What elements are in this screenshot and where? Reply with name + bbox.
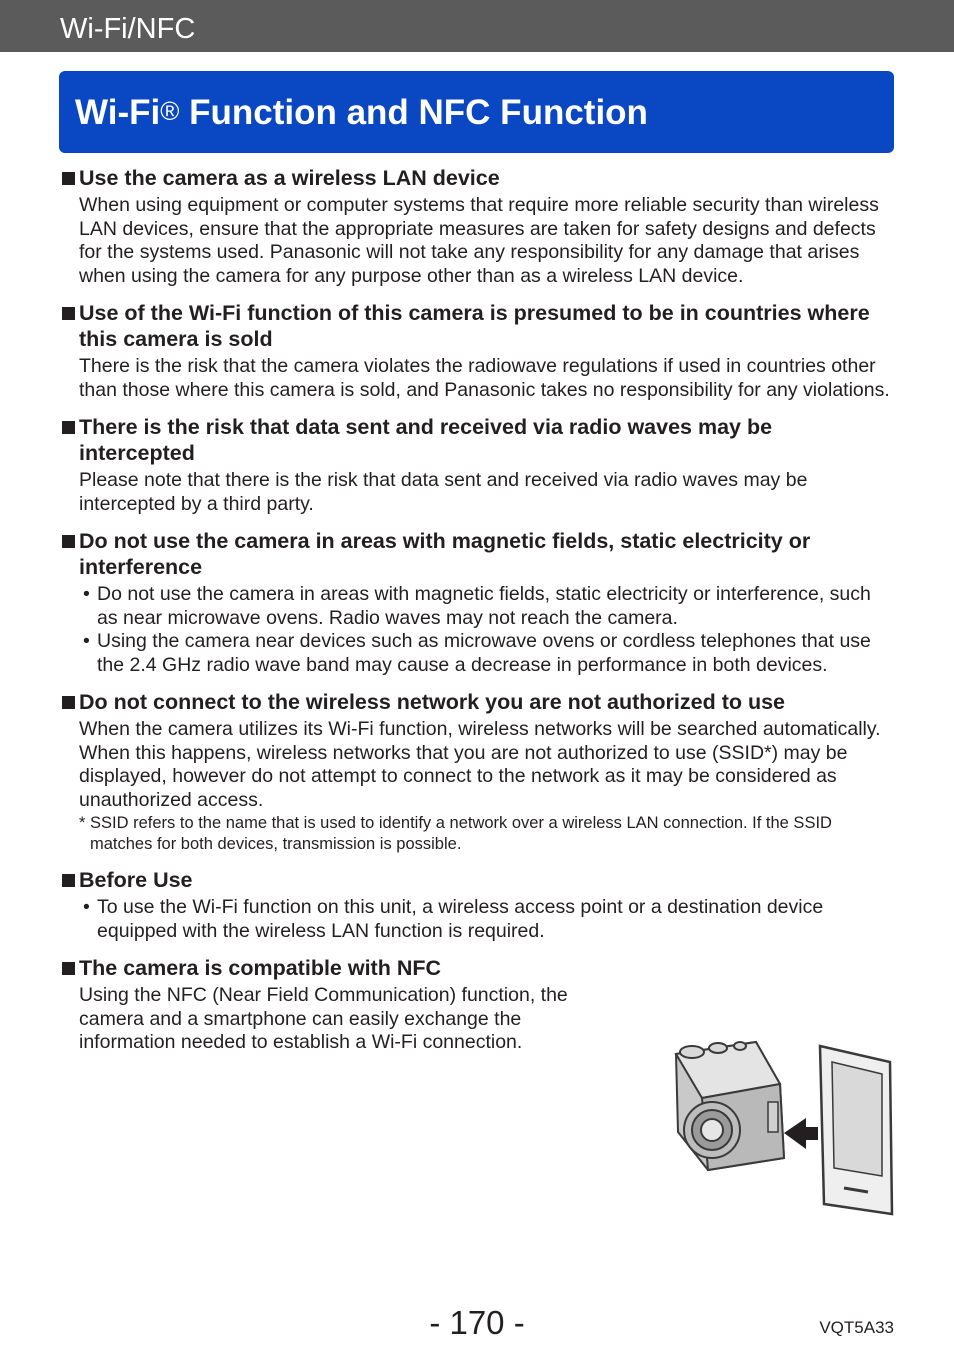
section-unauthorized-network bbox=[62, 689, 892, 855]
section-heading: The camera is compatible with NFC bbox=[62, 955, 892, 981]
square-bullet-icon bbox=[62, 172, 75, 185]
section-heading: Use of the Wi-Fi function of this camera is presumed to be in countries where this camera is sold bbox=[62, 300, 892, 352]
bullet-dot: • bbox=[83, 896, 90, 918]
bullet-dot: • bbox=[83, 583, 90, 605]
section-before-use bbox=[62, 867, 892, 943]
section-heading: Use the camera as a wireless LAN device bbox=[62, 165, 892, 191]
page-title-bar bbox=[59, 71, 894, 153]
list-item: • Do not use the camera in areas with magnetic fields, static electricity or interference, such as near microwave ovens. Radio waves may not reach the camera. bbox=[83, 583, 871, 629]
square-bullet-icon bbox=[62, 696, 75, 709]
asterisk-mark: * bbox=[79, 814, 86, 832]
square-bullet-icon bbox=[62, 535, 75, 548]
list-item: • Using the camera near devices such as microwave ovens or cordless telephones that use the 2.4 GHz radio wave band may cause a decrease in performance in both devices. bbox=[83, 630, 871, 676]
section-body: When using equipment or computer systems that require more reliable security than wireless LAN devices, ensure that the appropriate measures are taken for safety designs and defects for the systems used. Panasonic will not take any responsibility for any damage that arises when using the camera for any purpose other than as a wireless LAN device. bbox=[79, 194, 879, 287]
page-number: - 170 - bbox=[429, 1304, 525, 1341]
square-bullet-icon bbox=[62, 962, 75, 975]
registered-mark: ® bbox=[160, 96, 180, 126]
section-heading: Do not use the camera in areas with magnetic fields, static electricity or interference bbox=[62, 528, 892, 580]
section-body: Please note that there is the risk that data sent and received via radio waves may be intercepted by a third party. bbox=[79, 469, 808, 515]
square-bullet-icon bbox=[62, 874, 75, 887]
bullet-list bbox=[62, 583, 892, 677]
section-label: Wi-Fi/NFC bbox=[60, 13, 196, 45]
title-main: Wi-Fi bbox=[75, 93, 161, 132]
document-code: VQT5A33 bbox=[819, 1318, 894, 1337]
list-item: • To use the Wi-Fi function on this unit, a wireless access point or a destination device equipped with the wireless LAN function is required. bbox=[83, 896, 824, 942]
smartphone-icon bbox=[820, 1046, 892, 1214]
section-wireless-lan-device bbox=[62, 165, 892, 288]
square-bullet-icon bbox=[62, 307, 75, 320]
main-content bbox=[62, 165, 892, 1067]
section-heading: There is the risk that data sent and received via radio waves may be intercepted bbox=[62, 414, 892, 466]
section-body: There is the risk that the camera violates the radiowave regulations if used in countries other than those where this camera is sold, and Panasonic takes no responsibility for any violations. bbox=[79, 355, 890, 401]
bullet-list bbox=[62, 896, 892, 943]
section-body: When the camera utilizes its Wi-Fi function, wireless networks will be searched automatically. When this happens, wireless networks that you are not authorized to use (SSID*) may be displayed, however do not attempt to connect to the network as it may be considered as unauthorized access. bbox=[79, 718, 881, 811]
square-bullet-icon bbox=[62, 421, 75, 434]
section-body: Using the NFC (Near Field Communication) function, the camera and a smartphone can easily exchange the information needed to establish a Wi-Fi connection. bbox=[79, 984, 568, 1053]
arrow-left-icon bbox=[784, 1118, 818, 1149]
page-title bbox=[75, 90, 648, 134]
section-header-bar bbox=[0, 0, 954, 52]
nfc-illustration bbox=[668, 1036, 898, 1221]
section-heading: Before Use bbox=[62, 867, 892, 893]
section-interception-risk bbox=[62, 414, 892, 516]
footnote: * SSID refers to the name that is used to identify a network over a wireless LAN connection. If the SSID matches for both devices, transmission is possible. bbox=[79, 814, 832, 853]
camera-icon bbox=[676, 1042, 784, 1170]
section-heading: Do not connect to the wireless network you are not authorized to use bbox=[62, 689, 892, 715]
bullet-dot: • bbox=[83, 630, 90, 652]
title-rest: Function and NFC Function bbox=[179, 93, 648, 132]
section-interference bbox=[62, 528, 892, 677]
section-country-usage bbox=[62, 300, 892, 402]
